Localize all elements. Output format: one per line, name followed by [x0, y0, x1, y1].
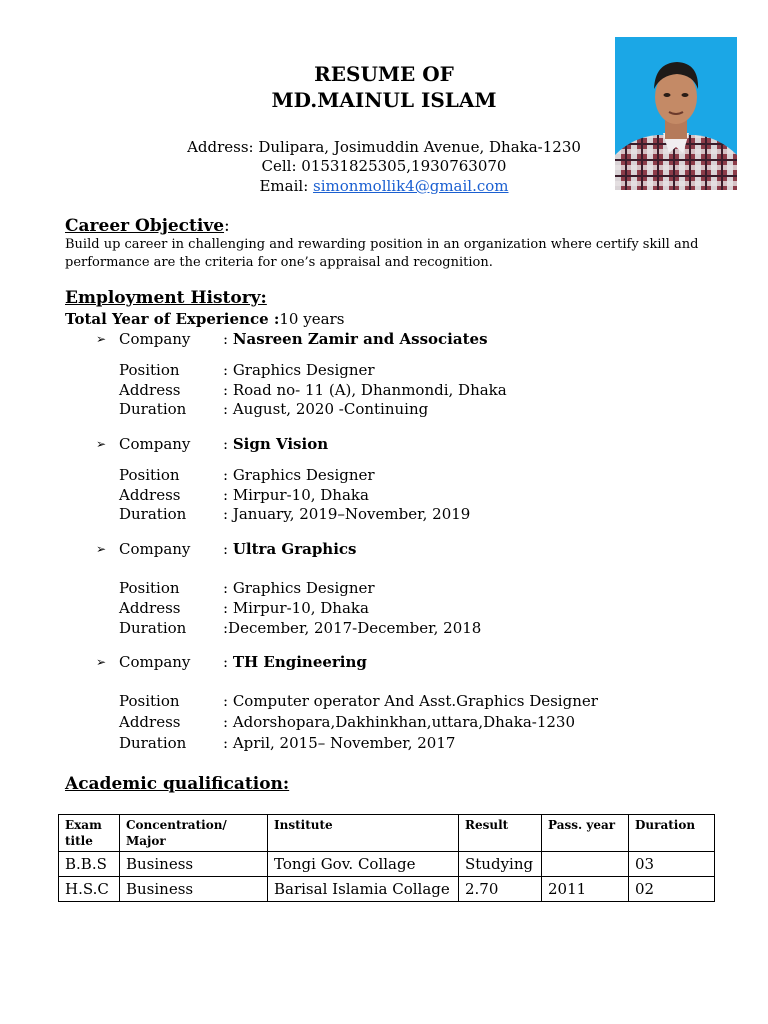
career-objective-line-1: Build up career in challenging and rewarding position in an organization where certify skill and [65, 237, 699, 252]
experience-line [65, 310, 344, 328]
duration-label: Duration [119, 619, 187, 637]
table-row [59, 852, 715, 877]
career-objective-line-2: performance are the criteria for one’s appraisal and recognition. [65, 255, 493, 270]
contact-cell: Cell: 01531825305,1930763070 [261, 157, 507, 175]
academic-table [58, 814, 715, 902]
duration-value: : January, 2019–November, 2019 [223, 505, 471, 523]
cell-major: Business [120, 877, 268, 902]
contact-address: Address: Dulipara, Josimuddin Avenue, Dhaka-1230 [187, 138, 581, 156]
address-value: : Mirpur-10, Dhaka [223, 486, 369, 504]
academic-heading: Academic qualification: [65, 774, 290, 794]
position-value: : Graphics Designer [223, 466, 375, 484]
address-value: : Mirpur-10, Dhaka [223, 599, 369, 617]
col-institute: Institute [268, 815, 459, 852]
duration-value: : August, 2020 -Continuing [223, 400, 429, 418]
position-label: Position [119, 361, 180, 379]
bullet-icon: ➢ [96, 332, 107, 346]
career-objective-colon: : [224, 216, 230, 236]
experience-value: 10 years [279, 310, 345, 328]
address-label: Address [119, 599, 181, 617]
cell-exam: B.B.S [59, 852, 120, 877]
company-name [223, 435, 328, 453]
table-row [59, 877, 715, 902]
career-objective-heading [65, 216, 230, 236]
cell-major: Business [120, 852, 268, 877]
company-sep: : [223, 435, 233, 453]
table-header-row [59, 815, 715, 852]
company-value: Nasreen Zamir and Associates [232, 330, 488, 348]
col-result: Result [459, 815, 542, 852]
duration-label: Duration [119, 400, 187, 418]
company-name [223, 330, 488, 348]
company-sep: : [223, 330, 233, 348]
cell-pass-year: 2011 [542, 877, 629, 902]
candidate-name: MD.MAINUL ISLAM [271, 88, 497, 112]
contact-email-label: Email: [259, 177, 314, 195]
company-sep: : [223, 540, 233, 558]
cell-result: Studying [459, 852, 542, 877]
cell-exam: H.S.C [59, 877, 120, 902]
company-label: Company [119, 653, 191, 671]
company-name [223, 653, 367, 671]
cell-duration: 02 [629, 877, 715, 902]
position-label: Position [119, 466, 180, 484]
career-objective-title: Career Objective [65, 216, 225, 236]
address-label: Address [119, 713, 181, 731]
profile-photo [615, 37, 737, 190]
position-value: : Graphics Designer [223, 361, 375, 379]
duration-label: Duration [119, 505, 187, 523]
company-label: Company [119, 540, 191, 558]
col-exam-title: Exam title [59, 815, 120, 852]
position-value: : Graphics Designer [223, 579, 375, 597]
bullet-icon: ➢ [96, 655, 107, 669]
company-label: Company [119, 435, 191, 453]
company-label: Company [119, 330, 191, 348]
cell-institute: Tongi Gov. Collage [268, 852, 459, 877]
address-value: : Adorshopara,Dakhinkhan,uttara,Dhaka-1230 [223, 713, 576, 731]
resume-title: RESUME OF [314, 62, 454, 86]
company-value: TH Engineering [232, 653, 367, 671]
bullet-icon: ➢ [96, 437, 107, 451]
position-value: : Computer operator And Asst.Graphics Designer [223, 692, 598, 710]
address-label: Address [119, 381, 181, 399]
address-label: Address [119, 486, 181, 504]
email-link[interactable]: simonmollik4@gmail.com [313, 177, 509, 195]
col-duration: Duration [629, 815, 715, 852]
cell-result: 2.70 [459, 877, 542, 902]
company-name [223, 540, 356, 558]
company-sep: : [223, 653, 233, 671]
duration-label: Duration [119, 734, 187, 752]
experience-label: Total Year of Experience : [65, 310, 280, 328]
company-value: Sign Vision [232, 435, 329, 453]
position-label: Position [119, 692, 180, 710]
cell-pass-year [542, 852, 629, 877]
col-pass-year: Pass. year [542, 815, 629, 852]
duration-value: :December, 2017-December, 2018 [223, 619, 482, 637]
company-value: Ultra Graphics [232, 540, 357, 558]
employment-history-heading: Employment History: [65, 288, 267, 308]
address-value: : Road no- 11 (A), Dhanmondi, Dhaka [223, 381, 507, 399]
position-label: Position [119, 579, 180, 597]
duration-value: : April, 2015– November, 2017 [223, 734, 456, 752]
bullet-icon: ➢ [96, 542, 107, 556]
col-concentration: Concentration/ Major [120, 815, 268, 852]
cell-duration: 03 [629, 852, 715, 877]
cell-institute: Barisal Islamia Collage [268, 877, 459, 902]
